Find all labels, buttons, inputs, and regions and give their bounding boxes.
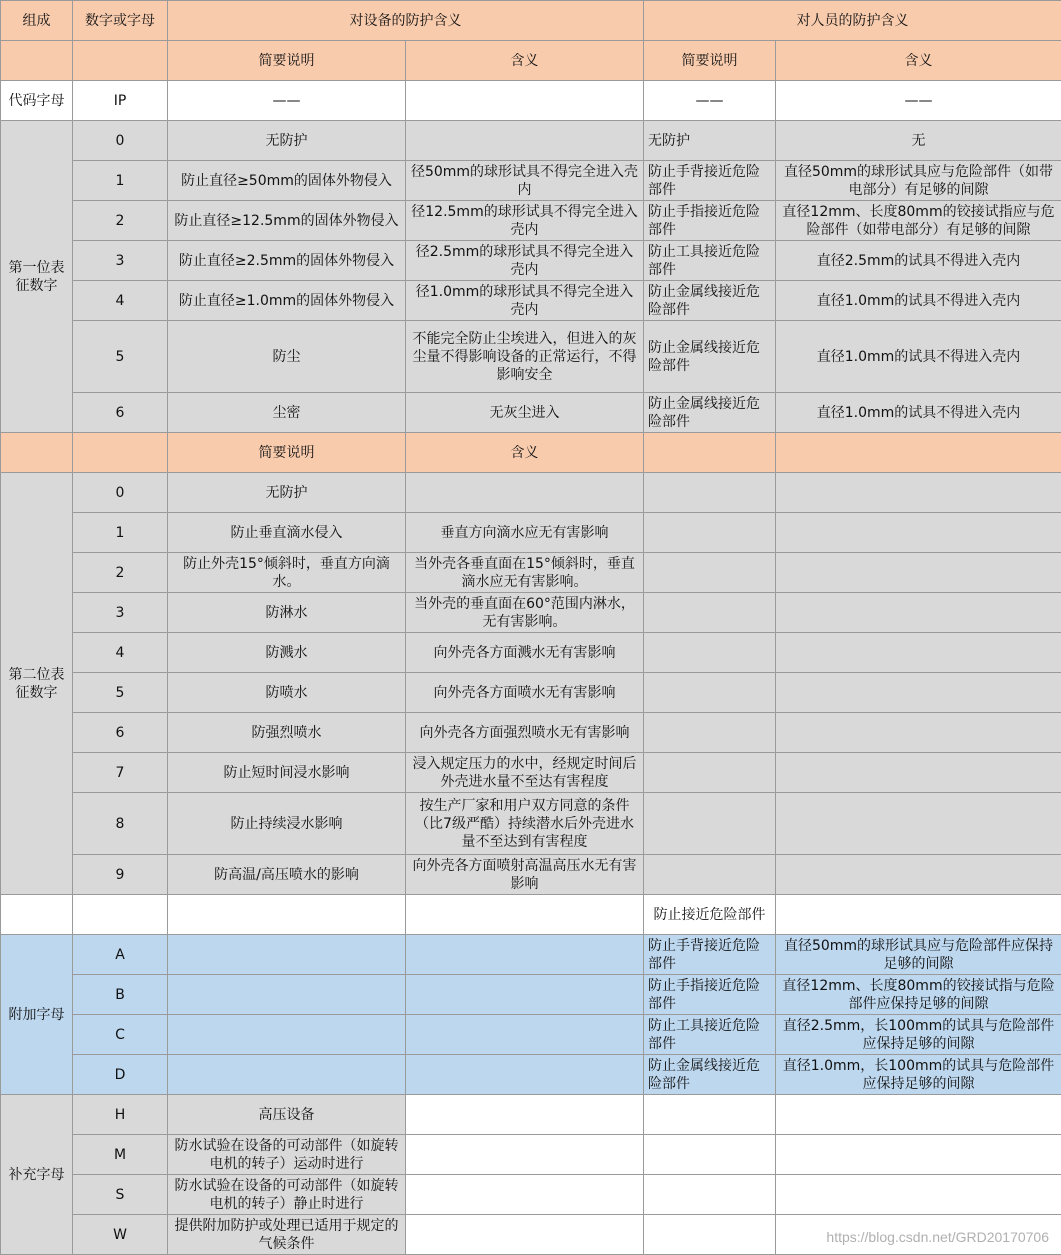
equip-brief-cell: 防止垂直滴水侵入	[168, 513, 406, 553]
person-brief-cell	[644, 633, 776, 673]
table-row	[1, 321, 1061, 393]
empty-cell	[168, 895, 406, 935]
table-row	[1, 1135, 1061, 1175]
code-cell: 3	[73, 593, 168, 633]
person-meaning-cell	[776, 793, 1061, 855]
person-brief-cell: 防止金属线接近危险部件	[644, 281, 776, 321]
equip-brief-cell: 防止直径≥2.5mm的固体外物侵入	[168, 241, 406, 281]
person-brief-cell: 防止工具接近危险部件	[644, 1015, 776, 1055]
group-label: 第二位表征数字	[1, 473, 73, 895]
equip-brief-cell: 无防护	[168, 473, 406, 513]
table-row	[1, 513, 1061, 553]
person-meaning-cell	[776, 753, 1061, 793]
equip-meaning-cell: 不能完全防止尘埃进入，但进入的灰尘量不得影响设备的正常运行，不得影响安全	[406, 321, 644, 393]
equip-brief-cell: 防喷水	[168, 673, 406, 713]
table-row	[1, 121, 1061, 161]
equip-brief-cell	[168, 935, 406, 975]
equip-brief-cell: ——	[168, 81, 406, 121]
equip-meaning-cell	[406, 1215, 644, 1255]
equip-meaning-cell: 当外壳的垂直面在60°范围内淋水，无有害影响。	[406, 593, 644, 633]
equip-meaning-cell	[406, 1055, 644, 1095]
person-meaning-cell	[776, 593, 1061, 633]
equip-brief-header: 简要说明	[168, 41, 406, 81]
subheader-empty	[1, 433, 73, 473]
equip-meaning-cell	[406, 975, 644, 1015]
person-brief-cell	[644, 473, 776, 513]
equip-brief-cell	[168, 1015, 406, 1055]
person-brief-cell	[644, 553, 776, 593]
equip-brief-cell	[168, 1055, 406, 1095]
watermark: https://blog.csdn.net/GRD20170706	[826, 1229, 1049, 1245]
col-equipment-header: 对设备的防护含义	[168, 1, 644, 41]
table-row	[1, 281, 1061, 321]
equip-brief-cell: 防水试验在设备的可动部件（如旋转电机的转子）运动时进行	[168, 1135, 406, 1175]
group-label: 附加字母	[1, 935, 73, 1095]
equip-brief-cell: 防水试验在设备的可动部件（如旋转电机的转子）静止时进行	[168, 1175, 406, 1215]
col-group-header: 组成	[1, 1, 73, 41]
equip-meaning-cell	[406, 1175, 644, 1215]
person-meaning-cell: 无	[776, 121, 1061, 161]
equip-brief-cell: 尘密	[168, 393, 406, 433]
equip-meaning-cell: 向外壳各方面溅水无有害影响	[406, 633, 644, 673]
person-meaning-cell: 直径12mm、长度80mm的铰接试指与危险部件应保持足够的间隙	[776, 975, 1061, 1015]
person-brief-cell	[644, 1175, 776, 1215]
equip-brief-cell: 防高温/高压喷水的影响	[168, 855, 406, 895]
person-meaning-cell	[776, 513, 1061, 553]
person-meaning-cell: 直径12mm、长度80mm的铰接试指应与危险部件（如带电部分）有足够的间隙	[776, 201, 1061, 241]
col-code-header: 数字或字母	[73, 1, 168, 41]
person-brief-cell: 防止金属线接近危险部件	[644, 393, 776, 433]
table-row	[1, 161, 1061, 201]
code-cell: IP	[73, 81, 168, 121]
empty-cell	[776, 895, 1061, 935]
table-row	[1, 1055, 1061, 1095]
code-cell: 0	[73, 473, 168, 513]
table-row	[1, 713, 1061, 753]
equip-meaning-cell	[406, 473, 644, 513]
person-brief-cell: 防止手背接近危险部件	[644, 161, 776, 201]
equip-meaning-cell: 径1.0mm的球形试具不得完全进入壳内	[406, 281, 644, 321]
subheader-empty	[73, 41, 168, 81]
equip-brief-cell: 防溅水	[168, 633, 406, 673]
person-brief-cell	[644, 513, 776, 553]
code-cell: M	[73, 1135, 168, 1175]
equip-meaning-cell: 向外壳各方面强烈喷水无有害影响	[406, 713, 644, 753]
code-cell: 4	[73, 633, 168, 673]
person-brief-cell	[644, 793, 776, 855]
table-row	[1, 553, 1061, 593]
person-brief-cell: 防止手指接近危险部件	[644, 201, 776, 241]
person-meaning-cell	[776, 713, 1061, 753]
equip-meaning-cell	[406, 1095, 644, 1135]
code-cell: 6	[73, 713, 168, 753]
equip-brief-cell	[168, 975, 406, 1015]
equip-meaning-cell: 当外壳各垂直面在15°倾斜时，垂直滴水应无有害影响。	[406, 553, 644, 593]
subheader-empty	[73, 433, 168, 473]
person-brief-cell	[644, 593, 776, 633]
equip-meaning-cell: 向外壳各方面喷射高温高压水无有害影响	[406, 855, 644, 895]
group-label: 第一位表征数字	[1, 121, 73, 433]
subheader-empty	[644, 433, 776, 473]
person-brief-cell: 防止手背接近危险部件	[644, 935, 776, 975]
person-meaning-cell	[776, 633, 1061, 673]
person-brief-cell: 无防护	[644, 121, 776, 161]
equip-meaning-cell	[406, 121, 644, 161]
person-brief-header: 简要说明	[644, 41, 776, 81]
code-cell: 6	[73, 393, 168, 433]
person-brief-cell	[644, 1095, 776, 1135]
equip-brief-cell: 防止外壳15°倾斜时，垂直方向滴水。	[168, 553, 406, 593]
subheader-row	[1, 41, 1061, 81]
code-cell: H	[73, 1095, 168, 1135]
code-cell: W	[73, 1215, 168, 1255]
person-brief-cell	[644, 713, 776, 753]
person-brief-cell: 防止金属线接近危险部件	[644, 321, 776, 393]
equip-meaning-cell: 径50mm的球形试具不得完全进入壳内	[406, 161, 644, 201]
equip-brief-cell: 高压设备	[168, 1095, 406, 1135]
person-meaning-cell	[776, 1175, 1061, 1215]
code-cell: D	[73, 1055, 168, 1095]
equip-meaning-cell: 无灰尘进入	[406, 393, 644, 433]
equip-meaning-cell	[406, 935, 644, 975]
person-meaning-cell: 直径2.5mm的试具不得进入壳内	[776, 241, 1061, 281]
table-row	[1, 593, 1061, 633]
equip-brief-cell: 防止持续浸水影响	[168, 793, 406, 855]
equip-meaning-cell	[406, 81, 644, 121]
person-brief-cell	[644, 1215, 776, 1255]
subheader-empty	[776, 433, 1061, 473]
code-cell: 1	[73, 513, 168, 553]
equip-meaning-cell: 浸入规定压力的水中，经规定时间后外壳进水量不至达有害程度	[406, 753, 644, 793]
code-cell: S	[73, 1175, 168, 1215]
code-cell: 5	[73, 673, 168, 713]
person-brief-cell: 防止手指接近危险部件	[644, 975, 776, 1015]
person-meaning-cell	[776, 1095, 1061, 1135]
equip-meaning-header: 含义	[406, 41, 644, 81]
table-row	[1, 1095, 1061, 1135]
code-cell: 4	[73, 281, 168, 321]
person-meaning-cell	[776, 553, 1061, 593]
person-brief-cell	[644, 753, 776, 793]
person-meaning-cell: 直径1.0mm的试具不得进入壳内	[776, 393, 1061, 433]
code-cell: 9	[73, 855, 168, 895]
code-cell: 5	[73, 321, 168, 393]
person-brief-cell: 防止金属线接近危险部件	[644, 1055, 776, 1095]
table-row	[1, 1015, 1061, 1055]
code-cell: 0	[73, 121, 168, 161]
equip-brief-cell: 提供附加防护或处理已适用于规定的气候条件	[168, 1215, 406, 1255]
code-cell: 1	[73, 161, 168, 201]
person-brief-cell: ——	[644, 81, 776, 121]
equip-meaning-cell: 垂直方向滴水应无有害影响	[406, 513, 644, 553]
person-meaning-cell	[776, 1135, 1061, 1175]
person-brief-cell	[644, 673, 776, 713]
equip-meaning-cell	[406, 1015, 644, 1055]
equip-brief-cell: 防止直径≥12.5mm的固体外物侵入	[168, 201, 406, 241]
person-meaning-cell: 直径2.5mm，长100mm的试具与危险部件应保持足够的间隙	[776, 1015, 1061, 1055]
equip-brief-cell: 无防护	[168, 121, 406, 161]
group-label: 代码字母	[1, 81, 73, 121]
person-meaning-cell: 直径50mm的球形试具应与危险部件应保持足够的间隙	[776, 935, 1061, 975]
code-cell: B	[73, 975, 168, 1015]
header-row	[1, 1, 1061, 41]
equip-meaning-cell: 按生产厂家和用户双方同意的条件（比7级严酷）持续潜水后外壳进水量不至达到有害程度	[406, 793, 644, 855]
table-row	[1, 673, 1061, 713]
person-meaning-cell: 直径1.0mm，长100mm的试具与危险部件应保持足够的间隙	[776, 1055, 1061, 1095]
code-cell: 3	[73, 241, 168, 281]
person-meaning-cell	[776, 855, 1061, 895]
table-row	[1, 241, 1061, 281]
equip-brief-cell: 防淋水	[168, 593, 406, 633]
empty-cell	[73, 895, 168, 935]
equip-brief-cell: 防止直径≥1.0mm的固体外物侵入	[168, 281, 406, 321]
person-meaning-cell: 直径1.0mm的试具不得进入壳内	[776, 321, 1061, 393]
equip-meaning-cell: 向外壳各方面喷水无有害影响	[406, 673, 644, 713]
code-cell: 7	[73, 753, 168, 793]
person-meaning-cell: ——	[776, 81, 1061, 121]
table-row	[1, 975, 1061, 1015]
equip-brief-cell: 防尘	[168, 321, 406, 393]
code-cell: 8	[73, 793, 168, 855]
person-meaning-cell	[776, 673, 1061, 713]
person-meaning-cell	[776, 473, 1061, 513]
table-row	[1, 473, 1061, 513]
ip-row	[1, 81, 1061, 121]
equip-meaning-cell: 径12.5mm的球形试具不得完全进入壳内	[406, 201, 644, 241]
person-brief-cell	[644, 855, 776, 895]
group-label: 补充字母	[1, 1095, 73, 1255]
table-row	[1, 201, 1061, 241]
equip-brief-cell: 防止直径≥50mm的固体外物侵入	[168, 161, 406, 201]
subheader-empty	[1, 41, 73, 81]
table-row	[1, 633, 1061, 673]
equip-brief-cell: 防止短时间浸水影响	[168, 753, 406, 793]
empty-cell	[1, 895, 73, 935]
table-row	[1, 855, 1061, 895]
code-cell: 2	[73, 201, 168, 241]
additional-header-row	[1, 895, 1061, 935]
person-meaning-header: 含义	[776, 41, 1061, 81]
second-digit-header-row	[1, 433, 1061, 473]
equip-meaning-cell	[406, 1135, 644, 1175]
person-meaning-cell: 直径50mm的球形试具应与危险部件（如带电部分）有足够的间隙	[776, 161, 1061, 201]
person-brief-cell: 防止工具接近危险部件	[644, 241, 776, 281]
person-meaning-cell: 直径1.0mm的试具不得进入壳内	[776, 281, 1061, 321]
table-row	[1, 753, 1061, 793]
person-brief-cell: 防止接近危险部件	[644, 895, 776, 935]
code-cell: A	[73, 935, 168, 975]
person-brief-cell	[644, 1135, 776, 1175]
equip-meaning-cell: 径2.5mm的球形试具不得完全进入壳内	[406, 241, 644, 281]
equip-brief-cell: 防强烈喷水	[168, 713, 406, 753]
code-cell: C	[73, 1015, 168, 1055]
col-personnel-header: 对人员的防护含义	[644, 1, 1061, 41]
code-cell: 2	[73, 553, 168, 593]
table-row	[1, 393, 1061, 433]
empty-cell	[406, 895, 644, 935]
equip-brief-header: 简要说明	[168, 433, 406, 473]
table-row	[1, 793, 1061, 855]
equip-meaning-header: 含义	[406, 433, 644, 473]
table-row	[1, 1175, 1061, 1215]
table-row	[1, 935, 1061, 975]
